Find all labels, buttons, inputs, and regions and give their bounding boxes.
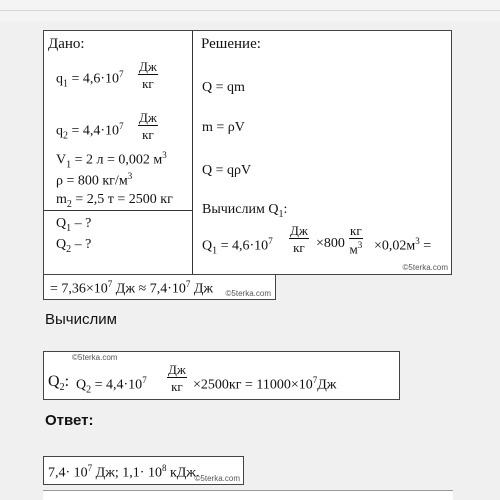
formula-q-qm: Q = qm (202, 80, 245, 95)
formula-m-rhov: m = ρV (202, 120, 245, 135)
q2-box (43, 351, 400, 400)
watermark: ©5terka.com (72, 353, 118, 362)
given-m2: $m_2 = 2,5$ т = 2500 кг (56, 192, 173, 210)
answer-label: Ответ: (45, 412, 94, 429)
calc-q1-density-unit: кг $м^3$ (349, 223, 363, 257)
divider-given (44, 210, 192, 211)
calc-q1-label: Вычислим $Q_1$: (202, 202, 288, 220)
formula-q-qrhov: Q = qρV (202, 163, 252, 178)
calc-q1-mid: ×800 (316, 236, 345, 251)
problem-box (43, 30, 452, 275)
calc-q1-unit: Дж кг (290, 223, 308, 255)
top-band (0, 0, 500, 22)
calc-q1-expr: $Q_1 = 4,6\cdot 10^7$ (202, 236, 273, 257)
answer-box (43, 456, 244, 485)
given-v1: $V_1 = 2$ л = 0,002 $м^3$ (56, 150, 167, 171)
result-q1: = $7,36\times 10^7$ Дж ≈ $7,4\cdot 10^7$ Дж (50, 279, 214, 297)
q2-prefix: $Q_2$: (48, 373, 70, 394)
watermark: ©5terka.com (225, 289, 271, 298)
q2-tail: $\times 2500кг = 11000\times 10^7Дж$ (193, 375, 337, 393)
given-q2: $q_2 = 4,4\cdot 10^7$ (56, 121, 124, 142)
given-q2-unit: Дж кг (139, 110, 157, 142)
watermark: ©5terka.com (194, 474, 240, 483)
result-box (43, 274, 276, 300)
given-q1: $q_1 = 4,6\cdot 10^7$ (56, 69, 124, 90)
given-rho: ρ = 800 $кг/м^3$ (56, 171, 133, 189)
calc-q1-tail: $\times 0,02м^3$ = (374, 236, 432, 254)
answer-text: $7,4\cdot 10^7$ Дж; $1,1\cdot 10^8$ кДж. (48, 463, 200, 481)
find-q2: $Q_2$ – ? (56, 237, 92, 255)
divider-vertical (192, 31, 193, 274)
watermark: ©5terka.com (402, 263, 448, 272)
q2-expr: $Q_2 = 4,4\cdot 10^7$ (76, 375, 147, 396)
q2-unit: Дж кг (168, 362, 186, 394)
given-q1-unit: Дж кг (139, 59, 157, 91)
given-heading: Дано: (48, 36, 85, 52)
find-q1: $Q_1$ – ? (56, 216, 92, 234)
calc-q2-label: Вычислим (45, 311, 117, 328)
solution-heading: Решение: (201, 36, 261, 52)
